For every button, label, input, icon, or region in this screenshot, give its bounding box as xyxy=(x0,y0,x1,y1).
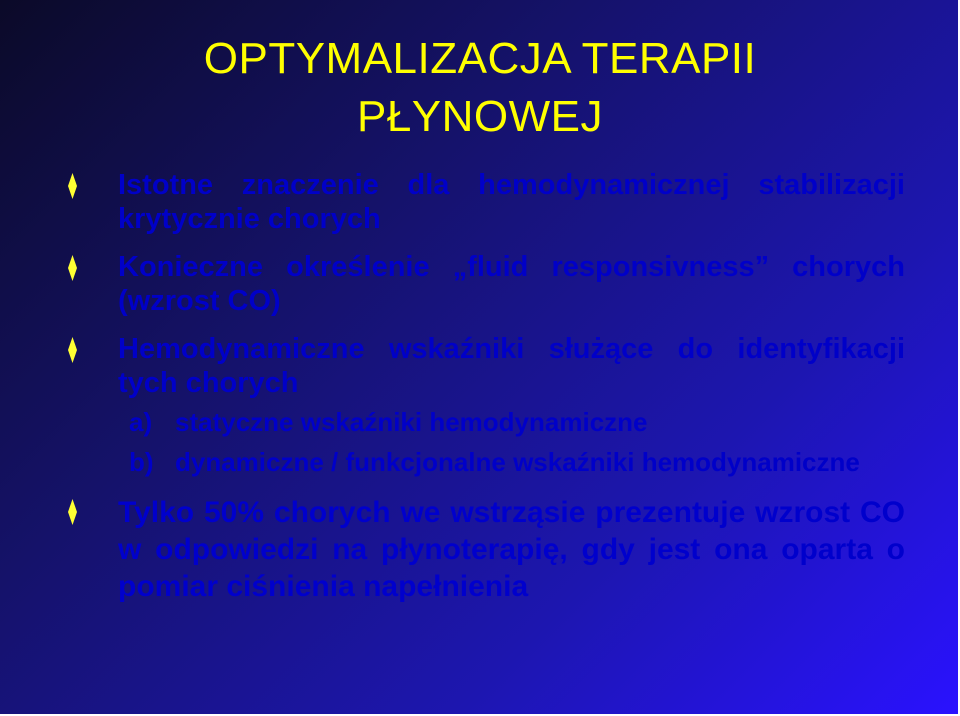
title-line-2: PŁYNOWEJ xyxy=(356,92,604,141)
bullet-list xyxy=(60,168,905,619)
diamond-bullet-icon xyxy=(67,337,78,363)
slide-title xyxy=(0,30,960,146)
sub-item xyxy=(118,404,905,440)
sub-item-text: statyczne wskaźniki hemodynamiczne xyxy=(175,407,648,437)
diamond-bullet-icon xyxy=(67,255,78,281)
bullet-item xyxy=(60,494,905,605)
sub-item-text: dynamiczne / funkcjonalne wskaźniki hemodynamiczne xyxy=(175,447,860,477)
bullet-item xyxy=(60,168,905,236)
bullet-text: Hemodynamiczne wskaźniki służące do identyfikacji tych chorych xyxy=(118,333,905,399)
sub-list xyxy=(118,404,905,480)
bullet-text: Istotne znaczenie dla hemodynamicznej stabilizacji krytycznie chorych xyxy=(118,169,905,235)
title-line-1: OPTYMALIZACJA TERAPII xyxy=(203,34,757,83)
bullet-item xyxy=(60,332,905,480)
sub-item xyxy=(118,444,905,480)
sub-item-letter: a) xyxy=(129,407,153,437)
bullet-text: Konieczne określenie „fluid responsivness” chorych (wzrost CO) xyxy=(118,251,905,317)
diamond-bullet-icon xyxy=(67,173,78,199)
bullet-item xyxy=(60,250,905,318)
diamond-bullet-icon xyxy=(67,499,78,525)
bullet-text: Tylko 50% chorych we wstrząsie prezentuje wzrost CO w odpowiedzi na płynoterapię, gdy jest ona oparta o pomiar ciśnienia napełnienia xyxy=(118,496,905,603)
sub-item-letter: b) xyxy=(129,447,154,477)
